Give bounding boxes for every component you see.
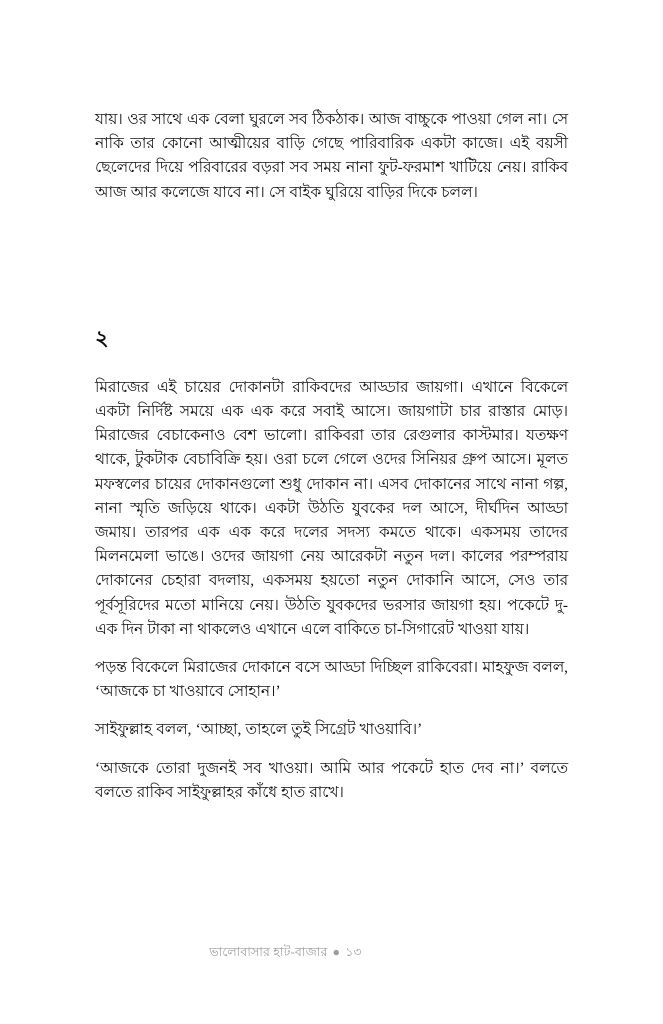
footer-inner — [209, 944, 361, 964]
page-footer — [0, 944, 663, 964]
chapter-number-heading: ২ — [95, 325, 109, 350]
footer-book-title: ভালোবাসার হাট-বাজার — [209, 945, 328, 959]
footer-separator-dot: ● — [332, 945, 341, 959]
paragraph-spacer — [95, 642, 568, 656]
paragraph-continuation: যায়। ওর সাথে এক বেলা ঘুরলে সব ঠিকঠাক। আজ বাচ্চুকে পাওয়া গেল না। সে নাকি তার কোনো আত্মীয়ের বাড়ি গেছে পারিবারিক একটা কাজে। এই বয়সী ছেলেদের দিয়ে পরিবারের বড়রা সব সময় নানা ফুট-ফরমাশ খাটিয়ে নেয়। রাকিব আজ আর কলেজে যাবে না। সে বাইক ঘুরিয়ে বাড়ির দিকে চলল। — [95, 111, 568, 201]
section-spacer — [95, 205, 568, 325]
page-content — [95, 108, 568, 805]
paragraph-dialogue-rakib: ‘আজকে তোরা দুজনই সব খাওয়া। আমি আর পকেটে হাত দেব না।’ বলতে বলতে রাকিব সাইফুল্লাহর কাঁধে হাত রাখে। — [95, 759, 568, 801]
paragraph-dialogue-intro: পড়ন্ত বিকেলে মিরাজের দোকানে বসে আড্ডা দিচ্ছিল রাকিবেরা। মাহফুজ বলল, ‘আজকে চা খাওয়াবে সোহান।’ — [95, 659, 568, 701]
paragraph-spacer — [95, 704, 568, 718]
paragraph-dialogue-saifullah: সাইফুল্লাহ বলল, ‘আচ্ছা, তাহলে তুই সিগ্রেট খাওয়াবি।’ — [95, 721, 423, 739]
paragraph-spacer — [95, 743, 568, 757]
heading-spacer — [95, 351, 568, 376]
footer-page-number: ১৩ — [345, 945, 362, 959]
paragraph-chapter-body: মিরাজের এই চায়ের দোকানটা রাকিবদের আড্ডার জায়গা। এখানে বিকেলে একটা নির্দিষ্ট সময়ে এক এক করে সবাই আসে। জায়গাটা চার রাস্তার মোড়। মিরাজের বেচাকেনাও বেশ ভালো। রাকিবরা তার রেগুলার কাস্টমার। যতক্ষণ থাকে, টুকটাক বেচাবিক্রি হয়। ওরা চলে গেলে ওদের সিনিয়র গ্রুপ আসে। মূলত মফস্বলের চায়ের দোকানগুলো শুধু দোকান না। এসব দোকানের সাথে নানা গল্প, নানা স্মৃতি জড়িয়ে থাকে। একটা উঠতি যুবকের দল আসে, দীর্ঘদিন আড্ডা জমায়। তারপর এক এক করে দলের সদস্য কমতে থাকে। একসময় তাদের মিলনমেলা ভাঙে। ওদের জায়গা নেয় আরেকটা নতুন দল। কালের পরম্পরায় দোকানের চেহারা বদলায়, একসময় হয়তো নতুন দোকানি আসে, সেও তার পূর্বসূরিদের মতো মানিয়ে নেয়। উঠতি যুবকদের ভরসার জায়গা হয়। পকেটে দু-এক দিন টাকা না থাকলেও এখানে এলে বাকিতে চা-সিগারেট খাওয়া যায়। — [95, 378, 568, 638]
